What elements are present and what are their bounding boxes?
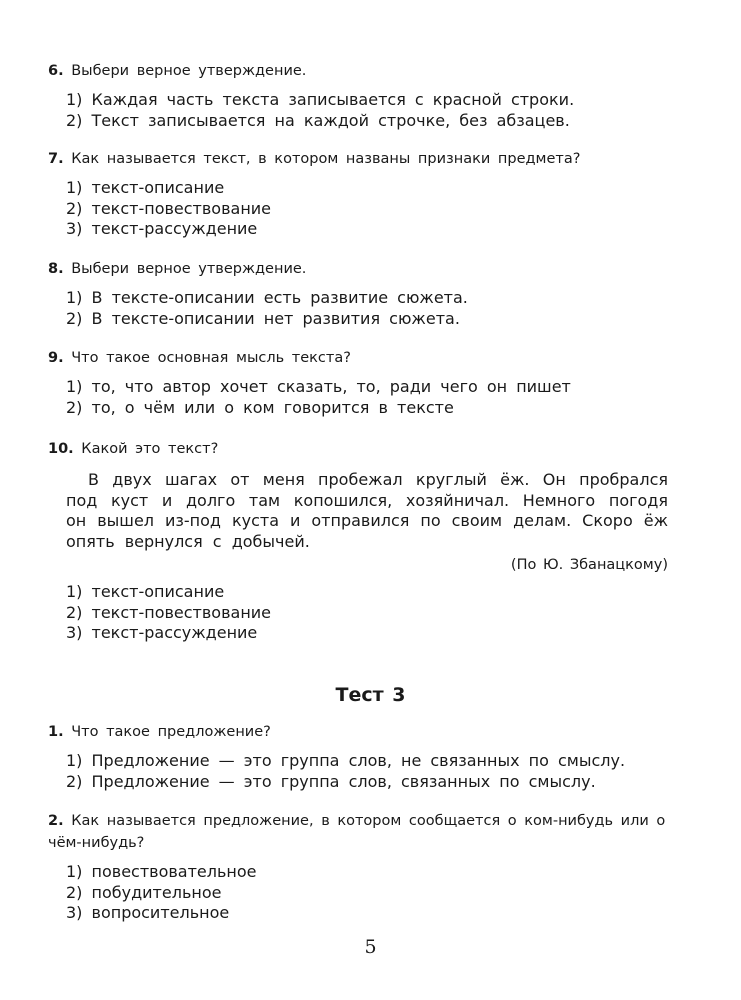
option-1[interactable]: 1) В тексте-описании есть развитие сюжета. <box>66 288 468 307</box>
question-number: 8. <box>48 261 64 277</box>
question-number: 9. <box>48 350 64 366</box>
test3-question-2 <box>48 810 668 924</box>
options-list <box>48 377 668 418</box>
option-1[interactable]: 1) Предложение — это группа слов, не связанных по смыслу. <box>66 751 626 770</box>
option-3[interactable]: 3) вопросительное <box>66 903 230 922</box>
question-text: Как называется предложение, в котором сообщается о ком-нибудь или о чём-нибудь? <box>48 813 666 851</box>
test3-question-1 <box>48 721 668 792</box>
option-2[interactable]: 2) то, о чём или о ком говорится в тексте <box>66 397 454 417</box>
question-text: Что такое предложение? <box>71 724 271 740</box>
section-title: Тест 3 <box>335 684 406 706</box>
option-1[interactable]: 1) повествовательное <box>66 862 257 881</box>
question-number: 2. <box>48 813 64 829</box>
passage-text: В двух шагах от меня пробежал круглый ёж. Он пробрался под куст и долго там копошился, хозяйничал. Немного погодя он вышел из-под куста и отправился по своим делам. Скоро ёж опять вернулся с добычей. <box>66 470 668 551</box>
question-8 <box>48 258 668 329</box>
page-number: 5 <box>364 936 377 958</box>
options-list <box>48 90 668 131</box>
question-number: 7. <box>48 151 64 167</box>
passage-source: (По Ю. Збанацкому) <box>510 557 668 573</box>
question-text: Выбери верное утверждение. <box>71 261 307 277</box>
question-7 <box>48 148 668 240</box>
options-list <box>48 582 668 644</box>
option-2[interactable]: 2) побудительное <box>66 882 222 902</box>
question-text: Выбери верное утверждение. <box>71 63 307 79</box>
question-6 <box>48 60 668 131</box>
option-1[interactable]: 1) текст-описание <box>66 582 225 601</box>
option-2[interactable]: 2) В тексте-описании нет развития сюжета. <box>66 308 460 328</box>
question-text: Какой это текст? <box>81 441 219 457</box>
option-2[interactable]: 2) текст-повествование <box>66 198 272 218</box>
question-number: 10. <box>48 441 74 457</box>
options-list <box>48 178 668 240</box>
options-list <box>48 751 668 792</box>
question-9 <box>48 347 668 418</box>
reading-passage <box>48 470 668 576</box>
question-text: Что такое основная мысль текста? <box>71 350 351 366</box>
option-3[interactable]: 3) текст-рассуждение <box>66 623 258 642</box>
option-2[interactable]: 2) текст-повествование <box>66 602 272 622</box>
options-list <box>48 288 668 329</box>
option-1[interactable]: 1) Каждая часть текста записывается с красной строки. <box>66 90 575 109</box>
option-1[interactable]: 1) то, что автор хочет сказать, то, ради чего он пишет <box>66 377 571 396</box>
option-1[interactable]: 1) текст-описание <box>66 178 225 197</box>
question-10 <box>48 438 668 644</box>
question-text: Как называется текст, в котором названы признаки предмета? <box>71 151 581 167</box>
option-3[interactable]: 3) текст-рассуждение <box>66 219 258 238</box>
question-number: 6. <box>48 63 64 79</box>
options-list <box>48 862 668 924</box>
question-number: 1. <box>48 724 64 740</box>
option-2[interactable]: 2) Текст записывается на каждой строчке, без абзацев. <box>66 110 570 130</box>
option-2[interactable]: 2) Предложение — это группа слов, связанных по смыслу. <box>66 771 596 791</box>
